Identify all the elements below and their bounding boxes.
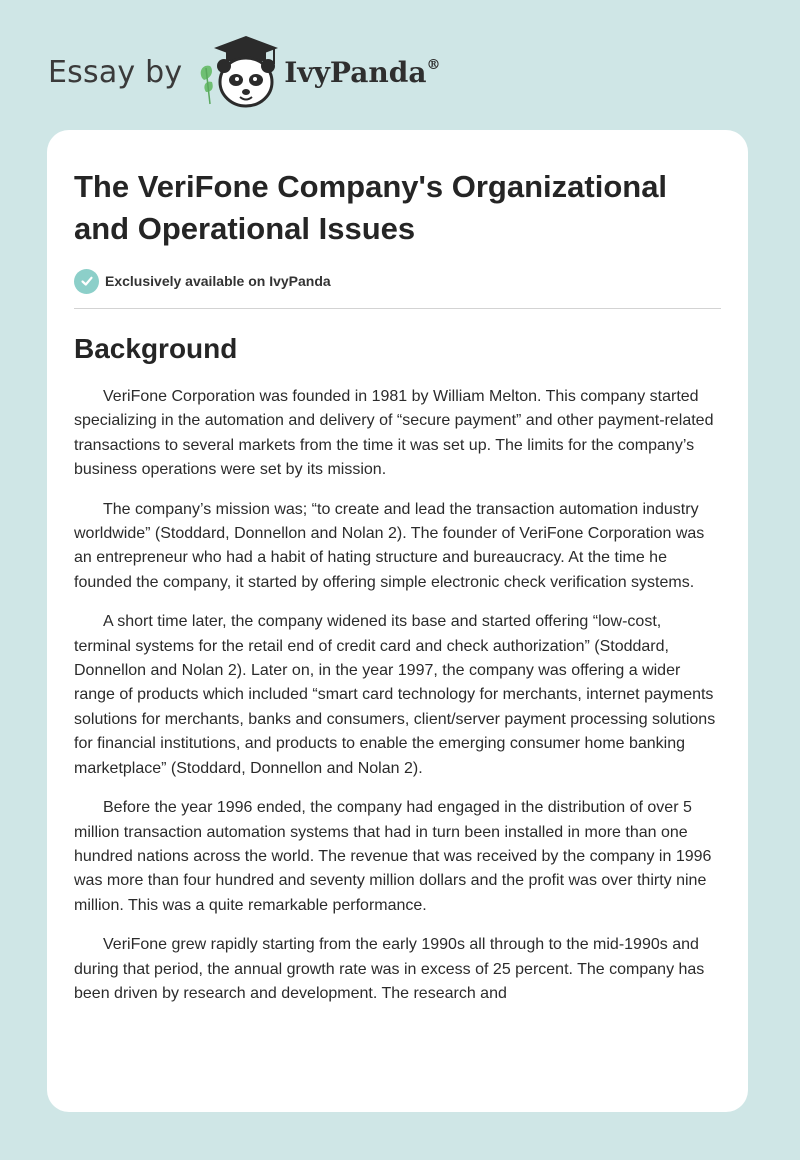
check-icon: [74, 269, 99, 294]
badge-text: Exclusively available on IvyPanda: [105, 273, 331, 289]
divider: [74, 308, 721, 309]
brand-name[interactable]: IvyPanda®: [284, 55, 441, 89]
paragraph: A short time later, the company widened its base and started offering “low-cost, terminal systems for the retail end of credit card and check authorization” (Stoddard, Donnellon and Nolan 2). Later on, in the year 1997, the company was offering a wider range of products which included “smart card technology for merchants, internet payments solutions for merchants, banks and consumers, client/server payment processing solutions for financial institutions, and products to enable the emerging consumer home banking marketplace” (Stoddard, Donnellon and Nolan 2).: [74, 613, 716, 777]
paragraph: Before the year 1996 ended, the company had engaged in the distribution of over 5 million transaction automation systems that had in turn been installed in more than one hundred nations across the world. The revenue that was received by the company in 1996 was more than four hundred and seventy million dollars and the profit was over thirty nine million. This was a quite remarkable performance.: [74, 799, 712, 914]
paragraph: VeriFone grew rapidly starting from the early 1990s all through to the mid-1990s and during that period, the annual growth rate was in excess of 25 percent. The company has been driven by research and development. The research and: [74, 936, 705, 1002]
exclusive-badge: [74, 266, 721, 296]
essay-by-label: Essay by: [48, 54, 183, 90]
essay-title: The VeriFone Company's Organizational and Operational Issues: [74, 169, 668, 246]
paragraph: The company’s mission was; “to create and lead the transaction automation industry worldwide” (Stoddard, Donnellon and Nolan 2). The founder of VeriFone Corporation was an entrepreneur who had a habit of hating structure and bureaucracy. At the time he founded the company, it started by offering simple electronic check verification systems.: [74, 500, 705, 591]
site-header: [48, 34, 508, 110]
panda-graduate-icon[interactable]: [196, 34, 282, 110]
essay-card: [47, 130, 748, 1112]
paragraph: VeriFone Corporation was founded in 1981 by William Melton. This company started specializing in the automation and delivery of “secure payment” and other payment-related transactions to several markets from the time it was set up. The limits for the company’s business operations were set by its mission.: [74, 388, 714, 479]
section-heading: Background: [74, 333, 238, 364]
